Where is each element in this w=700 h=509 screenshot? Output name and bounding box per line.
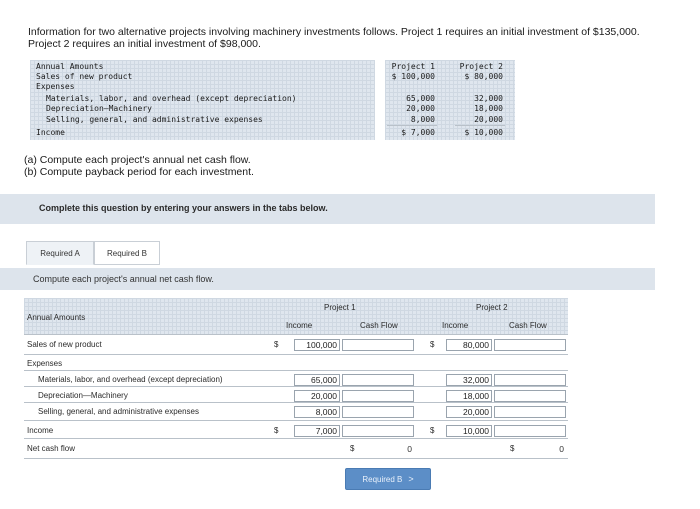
p2-materials-cash-input[interactable]: [494, 374, 566, 386]
info-row-p2: 32,000: [474, 94, 503, 103]
instruction-band: [0, 194, 655, 224]
info-row-label: Income: [36, 128, 65, 137]
info-row-p1: 8,000: [410, 115, 435, 124]
info-row-p2: $ 80,000: [464, 72, 503, 81]
project1-header: Project 1: [324, 303, 356, 312]
p1-depreciation-cash-input[interactable]: [342, 390, 414, 402]
info-table: [30, 60, 515, 140]
info-header-label: Annual Amounts: [36, 62, 104, 71]
divider: [455, 125, 505, 126]
p2-income-input[interactable]: 10,000: [446, 425, 492, 437]
required-b-next-button[interactable]: [345, 468, 431, 490]
p2-sales-income-input[interactable]: 80,000: [446, 339, 492, 351]
prompt-text: Compute each project's annual net cash flow.: [33, 274, 214, 284]
row-label: Materials, labor, and overhead (except depreciation): [38, 375, 223, 384]
p2-income-header: Income: [442, 321, 469, 330]
p2-cashflow-header: Cash Flow: [509, 321, 547, 330]
p2-net-cash-flow: 0: [559, 444, 564, 454]
dollar-sign: $: [430, 340, 435, 349]
info-row-label: Materials, labor, and overhead (except depreciation): [46, 94, 297, 103]
chevron-right-icon: >: [408, 474, 414, 484]
dollar-sign: $: [430, 426, 435, 435]
p1-depreciation-income-input[interactable]: 20,000: [294, 390, 340, 402]
p1-income-header: Income: [286, 321, 313, 330]
dollar-sign: $: [510, 444, 515, 453]
task-b: (b) Compute payback period for each investment.: [24, 166, 254, 178]
p1-income-cash-input[interactable]: [342, 425, 414, 437]
p2-depreciation-cash-input[interactable]: [494, 390, 566, 402]
p1-materials-income-input[interactable]: 65,000: [294, 374, 340, 386]
p2-income-cash-input[interactable]: [494, 425, 566, 437]
info-row-p1: 20,000: [406, 104, 435, 113]
tab-required-b[interactable]: Required B: [94, 241, 160, 265]
row-label: Selling, general, and administrative expenses: [38, 407, 199, 416]
info-col2-header: Project 2: [459, 62, 503, 71]
intro-line-2: Project 2 requires an initial investment of $98,000.: [28, 38, 261, 50]
info-row-p1: 65,000: [406, 94, 435, 103]
p2-materials-income-input[interactable]: 32,000: [446, 374, 492, 386]
p1-cashflow-header: Cash Flow: [360, 321, 398, 330]
info-row-p2: 18,000: [474, 104, 503, 113]
row-label: Income: [27, 426, 54, 435]
p1-materials-cash-input[interactable]: [342, 374, 414, 386]
p1-income-input[interactable]: 7,000: [294, 425, 340, 437]
row-label: Depreciation—Machinery: [38, 391, 128, 400]
p1-net-cash-flow: 0: [407, 444, 412, 454]
row-label: Expenses: [27, 359, 63, 368]
intro-line-1: Information for two alternative projects involving machinery investments follows. Project 1 requires an initial investment of $135,000.: [28, 26, 640, 38]
info-row-label: Depreciation—Machinery: [46, 104, 152, 113]
p2-sales-cash-input[interactable]: [494, 339, 566, 351]
p1-sales-income-input[interactable]: 100,000: [294, 339, 340, 351]
p2-selling-cash-input[interactable]: [494, 406, 566, 418]
p1-selling-cash-input[interactable]: [342, 406, 414, 418]
info-row-p2: 20,000: [474, 115, 503, 124]
dollar-sign: $: [274, 426, 279, 435]
info-row-label: Selling, general, and administrative expenses: [46, 115, 263, 124]
p1-selling-income-input[interactable]: 8,000: [294, 406, 340, 418]
p1-sales-cash-input[interactable]: [342, 339, 414, 351]
row-label: Sales of new product: [27, 340, 102, 349]
divider: [387, 125, 437, 126]
tab-required-a[interactable]: Required A: [26, 241, 94, 265]
info-row-p1: $ 7,000: [401, 128, 435, 137]
info-row-label: Sales of new product: [36, 72, 133, 81]
project2-header: Project 2: [476, 303, 508, 312]
next-button-label: Required B: [362, 474, 403, 484]
dollar-sign: $: [350, 444, 355, 453]
p2-depreciation-income-input[interactable]: 18,000: [446, 390, 492, 402]
row-label: Net cash flow: [27, 444, 76, 453]
p2-selling-income-input[interactable]: 20,000: [446, 406, 492, 418]
instruction-text: Complete this question by entering your answers in the tabs below.: [39, 203, 328, 213]
annual-amounts-header: Annual Amounts: [27, 313, 86, 322]
task-list: [24, 154, 254, 178]
info-row-p1: $ 100,000: [391, 72, 435, 81]
intro-text: [28, 26, 678, 50]
info-row-label: Expenses: [36, 82, 75, 91]
task-a: (a) Compute each project's annual net cash flow.: [24, 154, 251, 166]
dollar-sign: $: [274, 340, 279, 349]
info-row-p2: $ 10,000: [464, 128, 503, 137]
prompt-band: [0, 268, 655, 290]
answer-table: [24, 298, 568, 466]
info-col1-header: Project 1: [391, 62, 435, 71]
